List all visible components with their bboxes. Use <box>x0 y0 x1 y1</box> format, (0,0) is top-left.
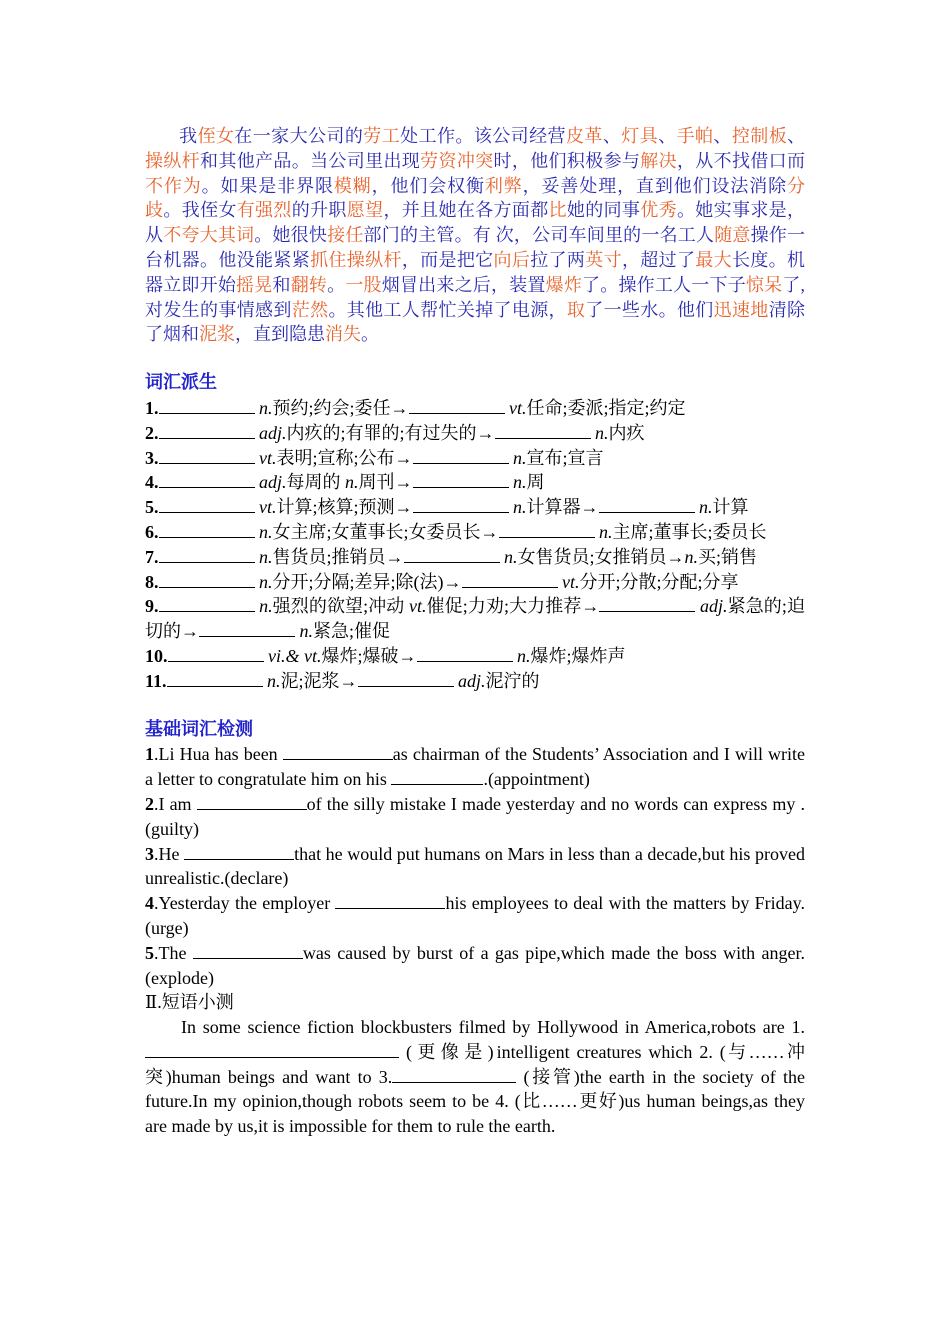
part-of-speech: n. <box>513 472 527 493</box>
highlighted-term: 泥浆 <box>199 324 235 345</box>
highlighted-term: 愿望 <box>346 200 384 221</box>
part-of-speech: n. <box>299 621 313 642</box>
story-text: 。她实事求是，从 <box>145 200 806 246</box>
answer-blank[interactable] <box>193 942 303 959</box>
answer-blank[interactable] <box>167 670 263 687</box>
highlighted-term: 英寸 <box>585 249 622 270</box>
answer-blank[interactable] <box>413 471 509 488</box>
item-number: 10. <box>145 645 168 666</box>
answer-blank[interactable] <box>413 447 509 464</box>
answer-blank[interactable] <box>417 645 513 662</box>
part-of-speech: n. <box>259 521 273 542</box>
item-number: 1. <box>145 397 159 418</box>
definition-text: 表明;宣称;公布→ <box>276 447 413 468</box>
question-text: was caused by burst of a gas pipe,which made the boss with anger.(explode) <box>145 942 805 988</box>
definition-text: 宣布;宣言 <box>526 447 604 468</box>
part-of-speech: adj. <box>700 596 728 617</box>
part-of-speech: vt. <box>562 571 580 592</box>
part-of-speech: vt. <box>408 596 427 617</box>
part-of-speech: n. <box>684 546 699 567</box>
definition-text: 爆炸;爆破→ <box>321 645 417 666</box>
part-of-speech: vt. <box>509 397 527 418</box>
part-of-speech: n. <box>345 472 359 493</box>
definition-text: 紧急;催促 <box>313 621 391 642</box>
story-text: 她的同事 <box>566 200 641 221</box>
answer-blank[interactable] <box>392 1066 516 1083</box>
definition-text: 分开;分散;分配;分享 <box>579 571 739 592</box>
answer-blank[interactable] <box>462 571 558 588</box>
story-text: 时，他们积极参与 <box>493 150 641 171</box>
story-text: 、 <box>658 126 677 146</box>
question-text: .(appointment) <box>483 769 590 790</box>
question-text: .Yesterday the employer <box>154 893 336 914</box>
highlighted-term: 翻转 <box>290 274 328 295</box>
answer-blank[interactable] <box>184 843 294 860</box>
answer-blank[interactable] <box>409 397 505 414</box>
highlighted-term: 迅速地 <box>713 299 769 320</box>
highlighted-term: 向后 <box>493 249 531 270</box>
question-text: as chairman of the Students’ Association and I will write a letter to congratulate him on his <box>145 744 805 790</box>
answer-blank[interactable] <box>159 422 255 439</box>
definition-text: 每周的 <box>286 472 346 493</box>
highlighted-term: 手帕 <box>676 126 714 146</box>
item-number: 6. <box>145 521 159 542</box>
story-text: 、 <box>602 126 622 146</box>
part-of-speech: n. <box>517 645 531 666</box>
story-text: 烟冒出来之后，装置 <box>381 274 546 295</box>
answer-blank[interactable] <box>499 521 595 538</box>
part-of-speech: n. <box>259 397 273 418</box>
highlighted-term: 一股 <box>345 274 382 295</box>
highlighted-term: 分歧 <box>145 175 806 221</box>
answer-blank[interactable] <box>283 743 393 760</box>
item-number: 5. <box>145 497 159 518</box>
highlighted-term: 抓住操纵杆 <box>310 249 402 270</box>
item-number: 2. <box>145 422 159 443</box>
check-list <box>145 742 805 990</box>
story-text: 、 <box>787 126 806 146</box>
part-of-speech: n. <box>595 422 609 443</box>
document-page <box>145 124 805 1139</box>
answer-blank[interactable] <box>599 595 695 612</box>
story-text: ，他们会权衡 <box>371 175 485 196</box>
story-text: 。我侄女 <box>163 200 237 221</box>
answer-blank[interactable] <box>358 670 454 687</box>
story-text: 了一些水。他们 <box>585 299 714 320</box>
answer-blank[interactable] <box>335 892 445 909</box>
story-text: 我 <box>179 126 198 146</box>
story-text: ，并且她在各方面都 <box>383 200 549 221</box>
answer-blank[interactable] <box>159 595 255 612</box>
vocab-item <box>145 520 805 545</box>
story-text: 的升职 <box>291 200 347 221</box>
story-paragraph <box>145 124 805 347</box>
highlighted-term: 随意 <box>714 225 751 246</box>
definition-text: 内疚 <box>608 422 645 443</box>
definition-text: 主席;董事长;委员长 <box>612 521 767 542</box>
part-of-speech: adj. <box>259 422 287 443</box>
answer-blank[interactable] <box>599 496 695 513</box>
highlighted-term: 有强烈 <box>236 200 292 221</box>
highlighted-term: 解决 <box>640 150 677 171</box>
story-text: 长度。机器立即开始 <box>145 249 806 295</box>
part-of-speech: n. <box>267 670 281 691</box>
highlighted-term: 操纵杆 <box>145 150 201 171</box>
vocab-item <box>145 421 805 446</box>
part-of-speech: n. <box>599 521 613 542</box>
answer-blank[interactable] <box>159 471 255 488</box>
check-section-title: 基础词汇检测 <box>145 718 253 740</box>
definition-text: 泥泞的 <box>485 670 540 691</box>
highlighted-term: 比 <box>548 200 567 221</box>
story-text: 了。操作工人一下子 <box>582 274 746 295</box>
highlighted-term: 模糊 <box>333 175 372 196</box>
vocab-item <box>145 545 805 570</box>
definition-text: 女售货员;女推销员→ <box>517 546 685 567</box>
part-of-speech: n. <box>259 596 273 617</box>
check-item <box>145 842 805 892</box>
part-of-speech: n. <box>259 571 273 592</box>
part-of-speech: vt. <box>259 497 277 518</box>
highlighted-term: 不作为 <box>145 175 202 196</box>
highlighted-term: 劳资冲突 <box>420 150 494 171</box>
item-number: 9. <box>145 596 159 617</box>
definition-text: 强烈的欲望;冲动 <box>272 596 409 617</box>
answer-blank[interactable] <box>159 397 255 414</box>
highlighted-term: 最大 <box>695 249 732 270</box>
definition-text: 计算 <box>712 497 749 518</box>
story-text: ，从不找借口而 <box>676 150 806 171</box>
phrases-text-3: intelligent creatures which 2. (与……冲突)human beings and want to 3. <box>145 1041 806 1087</box>
story-text: ，而是把它 <box>401 249 494 270</box>
answer-blank[interactable] <box>413 496 509 513</box>
item-number: 7. <box>145 546 159 567</box>
story-text: 在一家大公司的 <box>234 126 364 146</box>
part-of-speech: vt. <box>259 447 277 468</box>
highlighted-term: 劳工 <box>363 126 401 146</box>
item-number: 2 <box>145 793 154 814</box>
vocab-item <box>145 570 805 595</box>
story-text: 。其他工人帮忙关掉了电源， <box>328 299 567 320</box>
answer-blank[interactable] <box>159 546 255 563</box>
phrases-section-title: Ⅱ.短语小测 <box>145 992 234 1013</box>
item-number: 11. <box>145 670 167 691</box>
answer-blank[interactable] <box>197 793 307 810</box>
vocab-item <box>145 594 805 644</box>
vocab-item <box>145 495 805 520</box>
part-of-speech: adj. <box>458 670 486 691</box>
story-text: 。她很快 <box>254 225 328 246</box>
question-text: .I am <box>154 793 197 814</box>
definition-text: 计算器→ <box>526 497 599 518</box>
part-of-speech: n. <box>699 497 713 518</box>
answer-blank[interactable] <box>391 768 483 785</box>
question-text: of the silly mistake I made yesterday and no words can express my .(guilty) <box>145 793 805 839</box>
question-text: that he would put humans on Mars in less than a decade,but his proved unrealistic.(declare) <box>145 843 805 889</box>
definition-text: 紧急的;迫切的→ <box>145 596 805 642</box>
definition-text: 内疚的;有罪的;有过失的→ <box>286 422 495 443</box>
definition-text: 周刊→ <box>358 472 413 493</box>
definition-text: 预约;约会;委任→ <box>272 397 409 418</box>
answer-blank[interactable] <box>159 571 255 588</box>
part-of-speech: adj. <box>259 472 287 493</box>
check-item <box>145 941 805 991</box>
answer-blank[interactable] <box>145 1041 399 1058</box>
vocab-item <box>145 669 805 694</box>
part-of-speech: n. <box>513 447 527 468</box>
answer-blank[interactable] <box>404 546 500 563</box>
story-text: 。 <box>361 324 379 345</box>
story-text: 。如果是非界限 <box>201 175 334 196</box>
definition-text: 周 <box>526 472 545 493</box>
item-number: 4 <box>145 893 154 914</box>
question-text: his employees to deal with the matters by Friday.(urge) <box>145 893 805 938</box>
part-of-speech: n. <box>504 546 518 567</box>
definition-text: 买;销售 <box>698 546 758 567</box>
item-number: 8. <box>145 571 159 592</box>
highlighted-term: 控制板 <box>731 126 788 146</box>
story-text: 清除了烟和 <box>145 299 806 345</box>
answer-blank[interactable] <box>159 521 255 538</box>
answer-blank[interactable] <box>168 645 264 662</box>
story-text: 和其他产品。当公司里出现 <box>200 150 421 171</box>
question-text: .Li Hua has been <box>154 744 283 765</box>
item-number: 3 <box>145 843 154 864</box>
definition-text: 计算;核算;预测→ <box>276 497 413 518</box>
story-text: ，妥善处理，直到他们设法消除 <box>522 175 788 196</box>
item-number: 4. <box>145 472 159 493</box>
highlighted-term: 不夸大其词 <box>163 225 255 246</box>
part-of-speech: vi.& vt. <box>268 645 322 666</box>
story-text: 和 <box>272 274 291 295</box>
definition-text: 售货员;推销员→ <box>272 546 404 567</box>
item-number: 3. <box>145 447 159 468</box>
definition-text: 女主席;女董事长;女委员长→ <box>272 521 499 542</box>
highlighted-term: 皮革 <box>565 126 603 146</box>
phrases-text-4: (接管)the earth in the society of the future.In my opinion,though robots seem to be 4. (比……更好)us human beings,as they are made by us,it is impossible for them to rule the earth. <box>145 1066 805 1137</box>
vocab-item <box>145 644 805 669</box>
item-number: 1 <box>145 744 154 765</box>
answer-blank[interactable] <box>495 422 591 439</box>
story-text: 拉了两 <box>530 249 586 270</box>
check-item <box>145 891 805 941</box>
highlighted-term: 爆炸 <box>545 274 583 295</box>
phrases-text-1: In some science fiction blockbusters filmed by Hollywood in America,robots are <box>181 1017 785 1038</box>
story-text: 、 <box>713 126 732 146</box>
story-text: ，超过了 <box>621 249 696 270</box>
story-text: 。 <box>327 274 346 295</box>
answer-blank[interactable] <box>159 447 255 464</box>
highlighted-term: 摇晃 <box>236 274 273 295</box>
highlighted-term: 侄女 <box>197 126 235 146</box>
highlighted-term: 接任 <box>327 225 364 246</box>
check-item <box>145 742 805 792</box>
vocab-item <box>145 470 805 495</box>
question-text: .The <box>154 942 193 963</box>
highlighted-term: 消失 <box>325 324 361 345</box>
highlighted-term: 取 <box>566 299 586 320</box>
phrases-paragraph <box>145 1015 805 1139</box>
definition-text: 催促;力劝;大力推荐→ <box>426 596 600 617</box>
highlighted-term: 惊呆 <box>745 274 783 295</box>
highlighted-term: 优秀 <box>640 200 677 221</box>
phrases-text-2: 1. <box>791 1017 806 1038</box>
vocab-list <box>145 396 805 694</box>
highlighted-term: 灯具 <box>621 126 659 146</box>
answer-blank[interactable] <box>199 620 295 637</box>
story-text: ，直到隐患 <box>235 324 325 345</box>
story-text: 处工作。该公司经营 <box>400 126 566 146</box>
phrases-hint-1: (更像是) <box>405 1041 497 1062</box>
part-of-speech: n. <box>259 546 273 567</box>
story-text: 部门的主管。有 次，公司车间里的一名工人 <box>363 225 715 246</box>
definition-text: 任命;委派;指定;约定 <box>526 397 686 418</box>
item-number: 5 <box>145 942 154 963</box>
definition-text: 泥;泥浆→ <box>280 670 358 691</box>
definition-text: 分开;分隔;差异;除(法)→ <box>272 571 462 592</box>
part-of-speech: n. <box>513 497 527 518</box>
highlighted-term: 茫然 <box>291 299 329 320</box>
story-text: 了,对发生的事情感到 <box>145 274 806 320</box>
vocab-item <box>145 396 805 421</box>
answer-blank[interactable] <box>159 496 255 513</box>
question-text: .He <box>154 843 185 864</box>
vocab-section-title: 词汇派生 <box>145 372 217 394</box>
vocab-item <box>145 446 805 471</box>
definition-text: 爆炸;爆炸声 <box>530 645 626 666</box>
check-item <box>145 792 805 842</box>
highlighted-term: 利弊 <box>484 175 523 196</box>
story-text: 操作一台机器。他没能紧紧 <box>145 225 806 270</box>
